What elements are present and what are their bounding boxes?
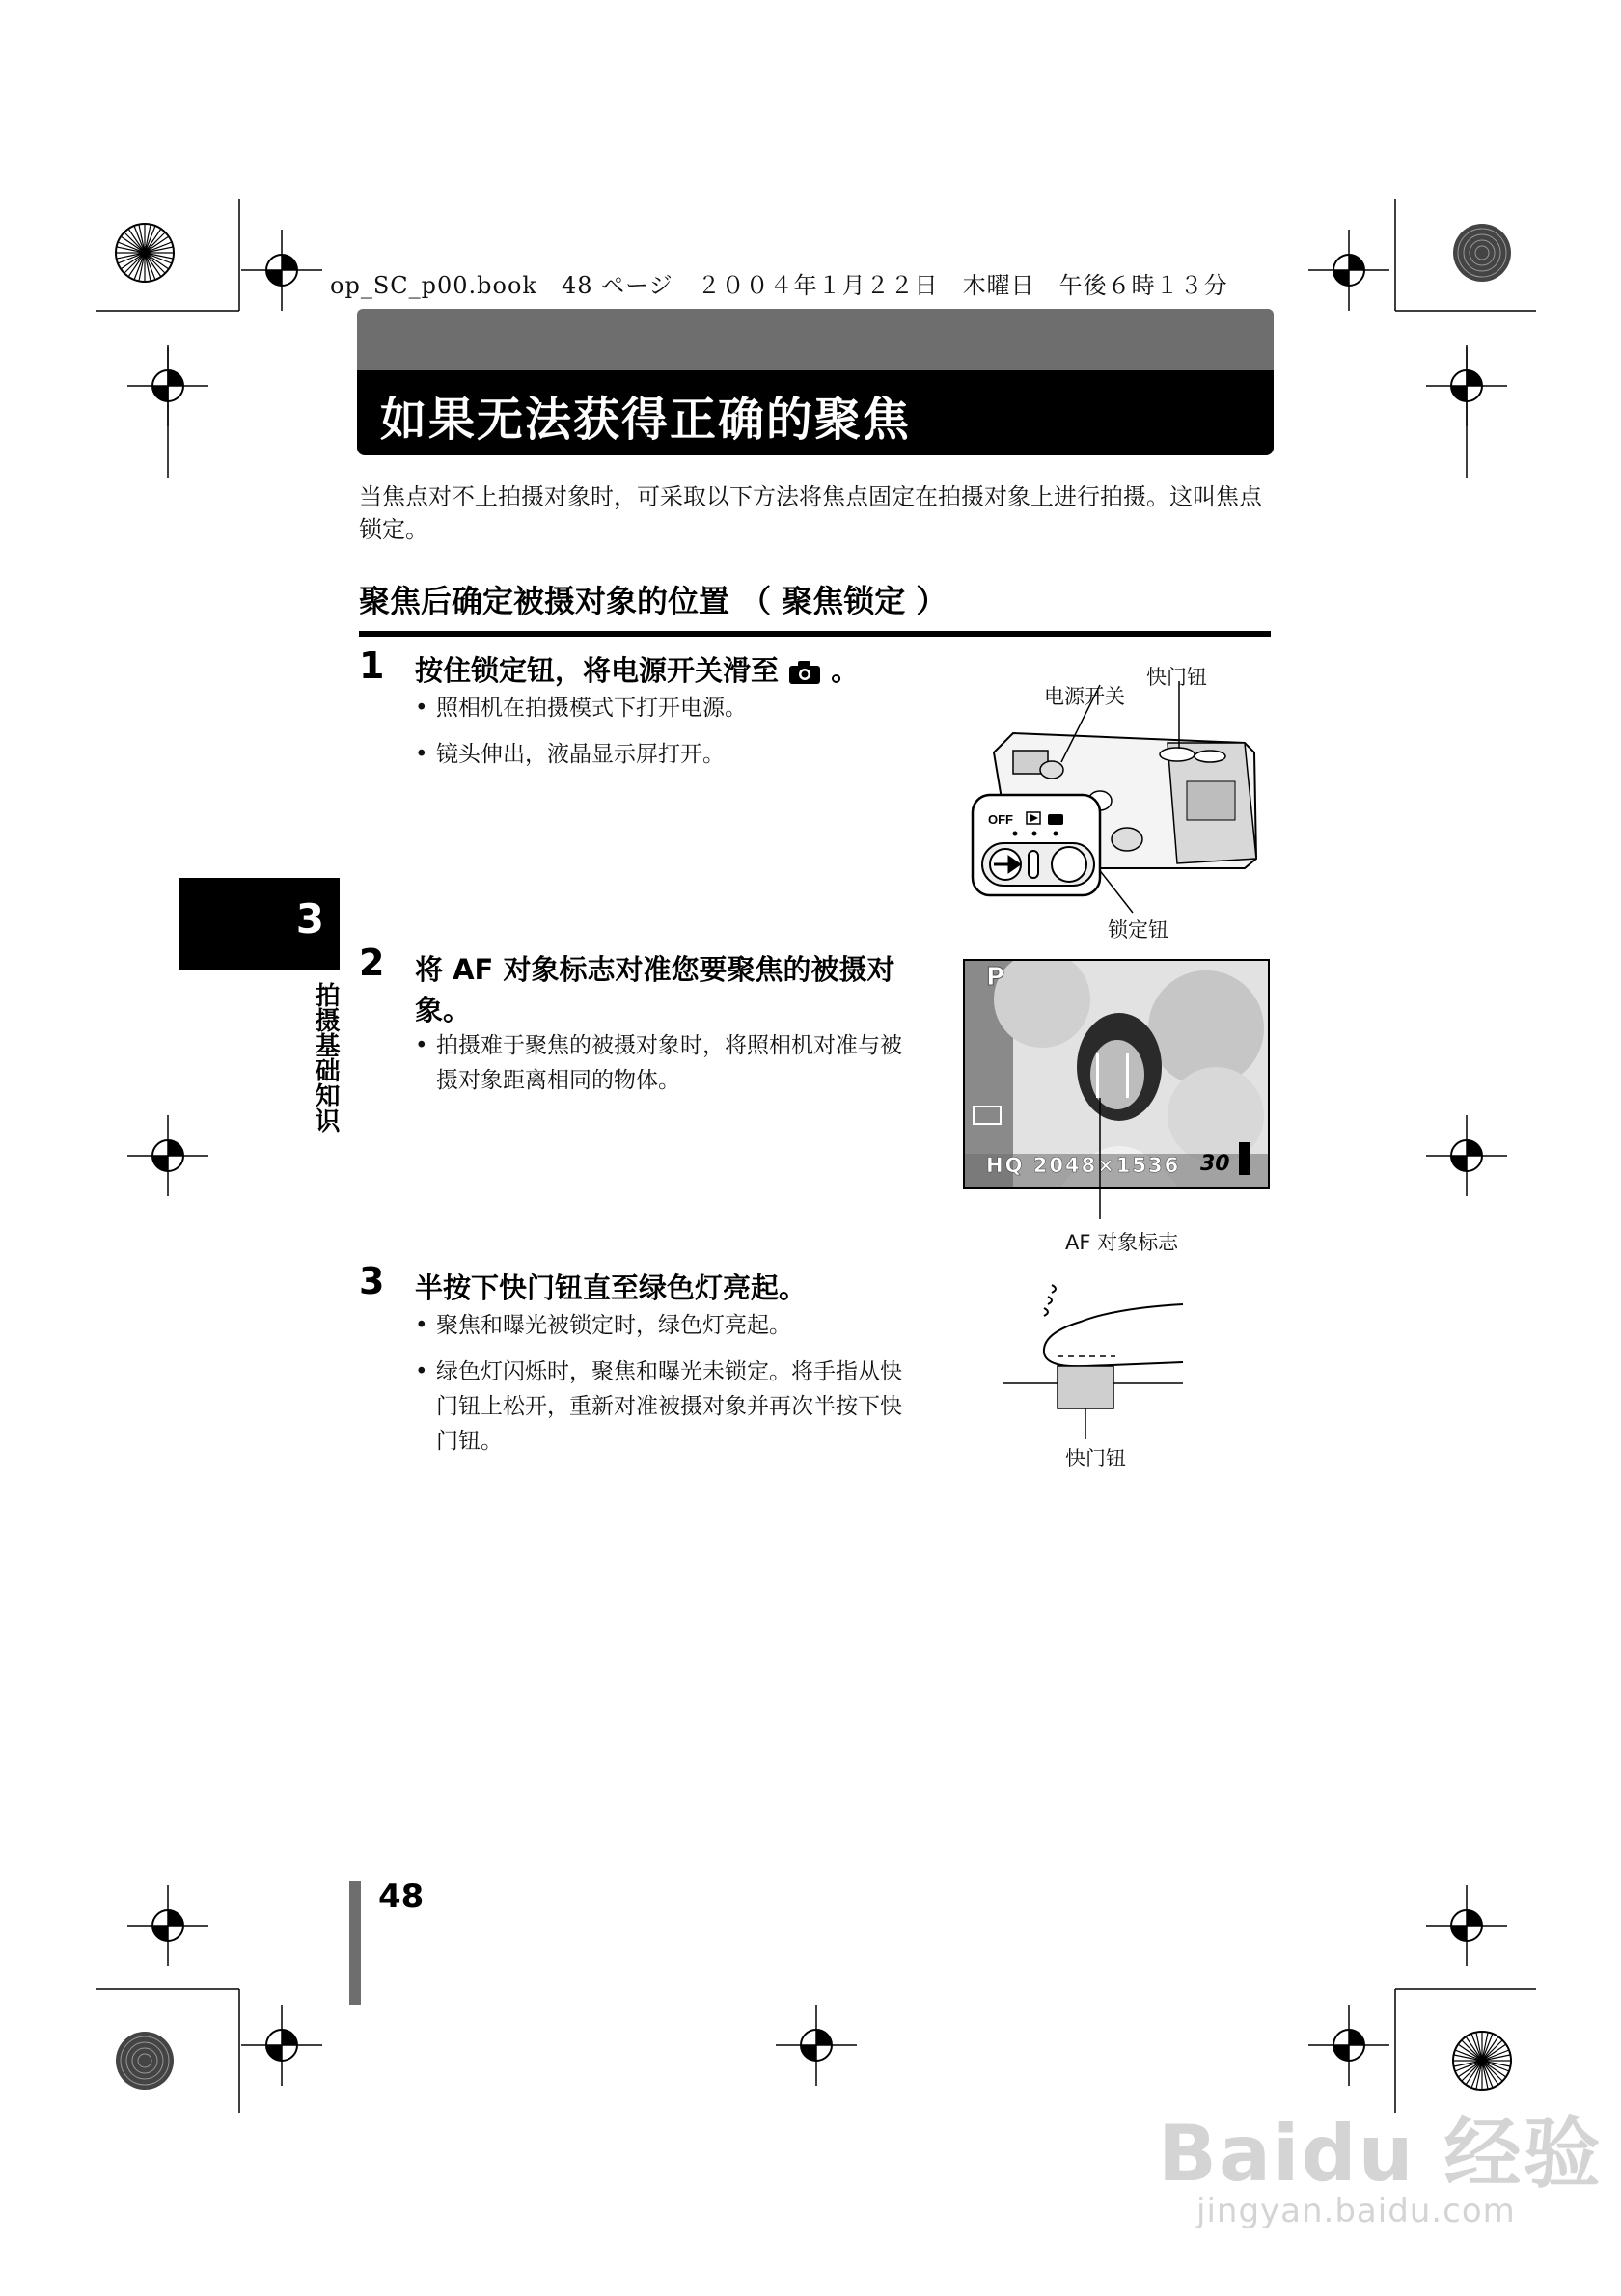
title-band-accent	[357, 309, 1274, 372]
step-title: 半按下快门钮直至绿色灯亮起。	[415, 1271, 808, 1304]
switch-off-label: OFF	[988, 812, 1013, 827]
battery-icon	[973, 1106, 1002, 1125]
list-item: • 聚焦和曝光被锁定时，绿色灯亮起。	[415, 1308, 919, 1343]
lcd-figure	[963, 959, 1270, 1189]
file-header: op_SC_p00.book 48 ページ ２００４年１月２２日 木曜日 午後６時１３分	[330, 272, 1228, 299]
watermark	[1158, 2091, 1603, 2236]
page-title: 如果无法获得正确的聚焦	[380, 393, 912, 447]
lock-button-label: 锁定钮	[1108, 918, 1168, 942]
lcd-frame-count: 30	[1200, 1152, 1230, 1176]
shutter-button-label: 快门钮	[1065, 1447, 1126, 1470]
list-item: • 镜头伸出，液晶显示屏打开。	[415, 737, 938, 772]
step-title	[415, 650, 859, 691]
list-item: • 拍摄难于聚焦的被摄对象时，将照相机对准与被摄对象距离相同的物体。	[415, 1028, 919, 1098]
page-number-bar	[349, 1881, 361, 2005]
chapter-number: 3	[295, 895, 324, 943]
chapter-tab	[179, 878, 340, 970]
af-target-mark	[1096, 1053, 1129, 1098]
chapter-label: 拍摄基础知识	[311, 982, 340, 1133]
shutter-label: 快门钮	[1146, 666, 1207, 689]
step-title-text: 按住锁定钮，将电源开关滑至	[415, 654, 780, 687]
section-heading: 聚焦后确定被摄对象的位置 （ 聚焦锁定 ）	[359, 577, 1271, 637]
step-number: 3	[359, 1260, 385, 1302]
step-title-end: 。	[831, 654, 860, 687]
intro-paragraph: 当焦点对不上拍摄对象时，可采取以下方法将焦点固定在拍摄对象上进行拍摄。这叫焦点锁定。	[359, 483, 1262, 543]
af-callout-line	[1090, 1098, 1110, 1223]
step-number: 2	[359, 942, 385, 984]
finger-figure	[1000, 1275, 1193, 1439]
page-number: 48	[378, 1877, 425, 1916]
watermark-brand: Baidu 经验	[1158, 2109, 1603, 2199]
step-title: 将 AF 对象标志对准您要聚焦的被摄对象。	[415, 953, 895, 1026]
title-band	[357, 370, 1274, 455]
lcd-info: HQ 2048×1536	[986, 1154, 1181, 1177]
watermark-url: jingyan.baidu.com	[1196, 2192, 1516, 2230]
step-number: 1	[359, 644, 385, 687]
camera-icon	[788, 660, 821, 685]
power-switch-label: 电源开关	[1044, 685, 1125, 708]
list-item: • 绿色灯闪烁时，聚焦和曝光未锁定。将手指从快门钮上松开，重新对准被摄对象并再次半按下快门钮。	[415, 1354, 919, 1459]
lcd-mode: P	[986, 963, 1005, 992]
list-item: • 照相机在拍摄模式下打开电源。	[415, 691, 938, 725]
af-mark-label: AF 对象标志	[1065, 1231, 1179, 1254]
memory-gauge	[1239, 1142, 1250, 1175]
